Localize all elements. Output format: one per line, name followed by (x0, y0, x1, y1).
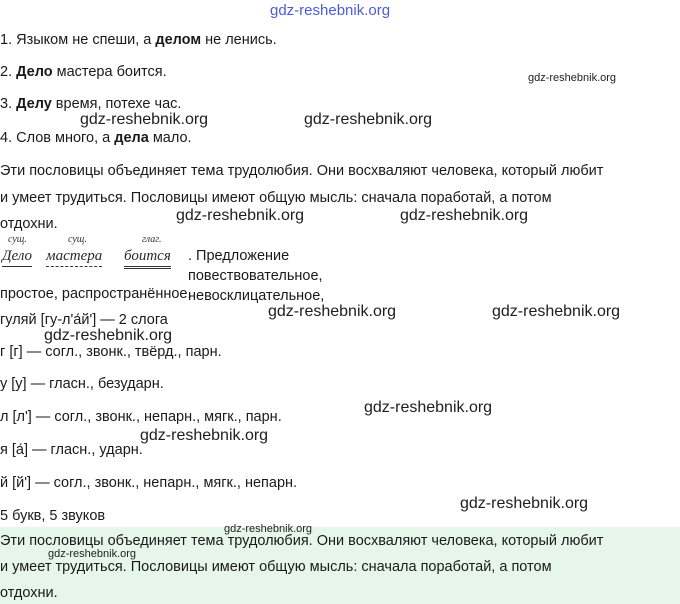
watermark: gdz-reshebnik.org (304, 111, 433, 128)
site-watermark-top: gdz-reshebnik.org (270, 2, 391, 19)
phonetic-line-4: я [а́] — гласн., ударн. (0, 442, 143, 458)
answer-line-3: отдохни. (0, 585, 58, 601)
explanation-line-1: Эти пословицы объединяет тема трудолюбия. Они восхваляют человека, который любит (0, 163, 604, 179)
watermark: gdz-reshebnik.org (528, 72, 617, 84)
proverb-1: 1. Языком не спеши, а делом не ленись. (0, 32, 277, 48)
proverb-3: 3. Делу время, потехе час. (0, 96, 182, 112)
watermark: gdz-reshebnik.org (460, 495, 589, 512)
parse-attribute: мастера (46, 246, 102, 267)
watermark: gdz-reshebnik.org (44, 327, 173, 344)
watermark: gdz-reshebnik.org (80, 111, 209, 128)
watermark: gdz-reshebnik.org (268, 303, 397, 320)
parse-tag-3: глаг. (142, 234, 162, 245)
phonetic-header: гуляй [гу-л'а́й'] — 2 слога (0, 312, 168, 328)
watermark: gdz-reshebnik.org (140, 427, 269, 444)
answer-line-2: и умеет трудиться. Пословицы имеют общую мысль: сначала поработай, а потом (0, 559, 552, 575)
phonetic-summary: 5 букв, 5 звуков (0, 508, 106, 524)
watermark: gdz-reshebnik.org (176, 207, 305, 224)
watermark: gdz-reshebnik.org (48, 548, 137, 560)
parse-tag-2: сущ. (68, 234, 87, 245)
watermark: gdz-reshebnik.org (364, 399, 493, 416)
phonetic-line-1: г [г] — согл., звонк., твёрд., парн. (0, 344, 222, 360)
proverb-4: 4. Слов много, а дела мало. (0, 130, 192, 146)
parse-description-2: простое, распространённое. (0, 286, 192, 302)
parse-description: . Предложение повествовательное, невосклицательное, (188, 248, 325, 304)
explanation-line-2: и умеет трудиться. Пословицы имеют общую мысль: сначала поработай, а потом (0, 190, 552, 206)
phonetic-line-2: у [у] — гласн., безударн. (0, 376, 164, 392)
proverb-1-keyword: делом (155, 32, 202, 48)
phonetic-line-3: л [л'] — согл., звонк., непарн., мягк., парн. (0, 409, 282, 425)
phonetic-line-5: й [й'] — согл., звонк., непарн., мягк., непарн. (0, 475, 298, 491)
watermark: gdz-reshebnik.org (400, 207, 529, 224)
watermark: gdz-reshebnik.org (224, 523, 313, 535)
watermark: gdz-reshebnik.org (492, 303, 621, 320)
parse-tag-1: сущ. (8, 234, 27, 245)
proverb-2: 2. Дело мастера боится. (0, 64, 167, 80)
proverb-4-keyword: дела (114, 130, 149, 146)
proverb-2-keyword: Дело (16, 64, 53, 80)
explanation-line-3: отдохни. (0, 216, 58, 232)
proverb-3-keyword: Делу (16, 96, 52, 112)
parse-subject: Дело (2, 246, 32, 267)
parse-predicate: боится (124, 246, 171, 269)
answer-line-1: Эти пословицы объединяет тема трудолюбия. Они восхваляют человека, который любит (0, 533, 604, 549)
